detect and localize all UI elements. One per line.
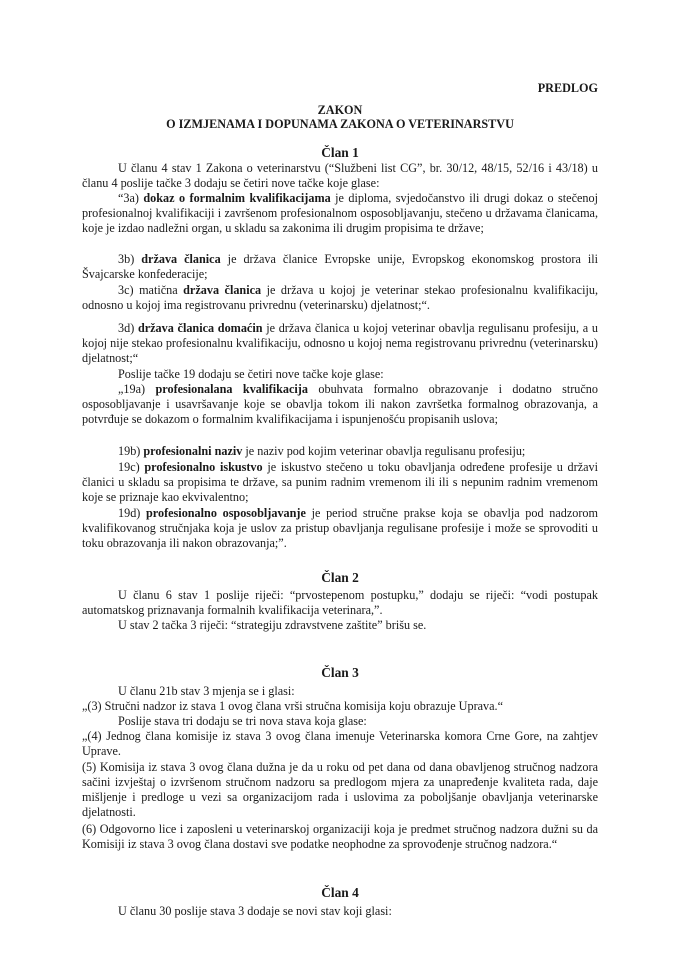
clan-2-heading: Član 2 <box>321 570 359 585</box>
clan-1-point-19c: 19c) profesionalno iskustvo je iskustvo stečeno u toku obavljanja određene profesije u državi članici u skladu sa propisima te države, sa punim radnim vremenom ili ili s nepunim radnim vremenom koje se priznaje kao ekvivalentno; <box>82 460 598 504</box>
law-title: ZAKON <box>317 103 363 117</box>
clan-2-p1: U članu 6 stav 1 poslije riječi: “prvostepenom postupku,” dodaju se riječi: “vodi postupak automatskog priznavanja formalnih kvalifikacija veterinara,”. <box>82 588 598 617</box>
clan-1-intro: U članu 4 stav 1 Zakona o veterinarstvu (“Službeni list CG”, br. 30/12, 48/15, 52/16 i 43/18) u članu 4 poslije tačke 3 dodaju se četiri nove tačke koje glase: <box>82 161 598 190</box>
clan-1-point-19d: 19d) profesionalno osposobljavanje je period stručne prakse koja se obavlja pod nadzorom kvalifikovanog stručnjaka koja je uslov za pristup obavljanja regulisane profesije i može se sprovoditi u toku obrazovanja ili nakon obrazovanja;”. <box>82 506 599 550</box>
clan-3-p1: U članu 21b stav 3 mjenja se i glasi: <box>118 684 295 698</box>
clan-2-p2: U stav 2 tačka 3 riječi: “strategiju zdravstvene zaštite” brišu se. <box>118 618 427 632</box>
clan-1-point-19b: 19b) profesionalni naziv je naziv pod kojim veterinar obavlja regulisanu profesiju; <box>118 444 526 458</box>
clan-3-p6: (6) Odgovorno lice i zaposleni u veterinarskoj organizaciji koja je predmet stručnog nadzora dužni su da Komisiji iz stava 3 ovog člana dostavi sve podatke neophodne za sprovođenje stručnog nadzora.“ <box>82 822 598 851</box>
law-subtitle: O IZMJENAMA I DOPUNAMA ZAKONA O VETERINARSTVU <box>166 117 514 131</box>
clan-1-point-3d: 3d) država članica domaćin je država članica u kojoj veterinar obavlja regulisanu profesiju, a u kojoj nije stekao profesionalnu kvalifikaciju, odnosno u kojoj nema registrovanu privrednu (veterinarsku) djelatnost;“ <box>82 321 598 365</box>
clan-1-point-3b: 3b) država članica je država članice Evropske unije, Evropskog ekonomskog prostora ili Švajcarske konfederacije; <box>82 252 599 281</box>
clan-1-point-19a: „19a) profesionalana kvalifikacija obuhvata formalno obrazovanje i dodatno stručno osposobljavanje i usavršavanje koje se obavlja tokom ili nakon završetka formalnog obrazovanja, a potvrđuje se dokazom o formalnim kvalifikacijama i ispunjenošću propisanih uslova; <box>82 382 598 426</box>
clan-1-point-3a: “3a) dokaz o formalnim kvalifikacijama je diploma, svjedočanstvo ili drugi dokaz o stečenoj profesionalnoj kvalifikaciji i završenom profesionalnom osposobljavanju, stečeno u državama članicama, koje je izdao nadležni organ, u skladu sa zakonima ili drugim propisima te države; <box>82 191 598 235</box>
clan-4-heading: Član 4 <box>321 885 359 900</box>
clan-3-p4: „(4) Jednog člana komisije iz stava 3 ovog člana imenuje Veterinarska komora Crne Gore, na zahtjev Uprave. <box>82 729 598 758</box>
clan-1-point-3c: 3c) matična država članica je država u kojoj je veterinar stekao profesionalnu kvalifikaciju, odnosno u kojoj ima registrovanu privrednu (veterinarsku) djelatnost;“. <box>82 283 598 312</box>
clan-1-heading: Član 1 <box>321 145 359 160</box>
clan-3-p5: (5) Komisija iz stava 3 ovog člana dužna je da u roku od pet dana od dana obavljenog stručnog nadzora sačini izvještaj o izvršenom stručnom nadzoru sa predlogom mjera za unapređenje kvaliteta rada, daje mišljenje i predloge u vezi sa organizacijom rada i uslovima za poboljšanje obavljanja veterinarske djelatnosti. <box>82 760 598 819</box>
clan-3-p3: Poslije stava tri dodaju se tri nova stava koja glase: <box>118 714 367 728</box>
clan-4-p1: U članu 30 poslije stava 3 dodaje se novi stav koji glasi: <box>118 904 392 918</box>
predlog-label: PREDLOG <box>537 81 598 95</box>
clan-3-heading: Član 3 <box>321 665 359 680</box>
clan-3-p2: „(3) Stručni nadzor iz stava 1 ovog člana vrši stručna komisija koju obrazuje Uprava.“ <box>82 699 504 713</box>
clan-1-after-19: Poslije tačke 19 dodaju se četiri nove tačke koje glase: <box>118 367 384 381</box>
